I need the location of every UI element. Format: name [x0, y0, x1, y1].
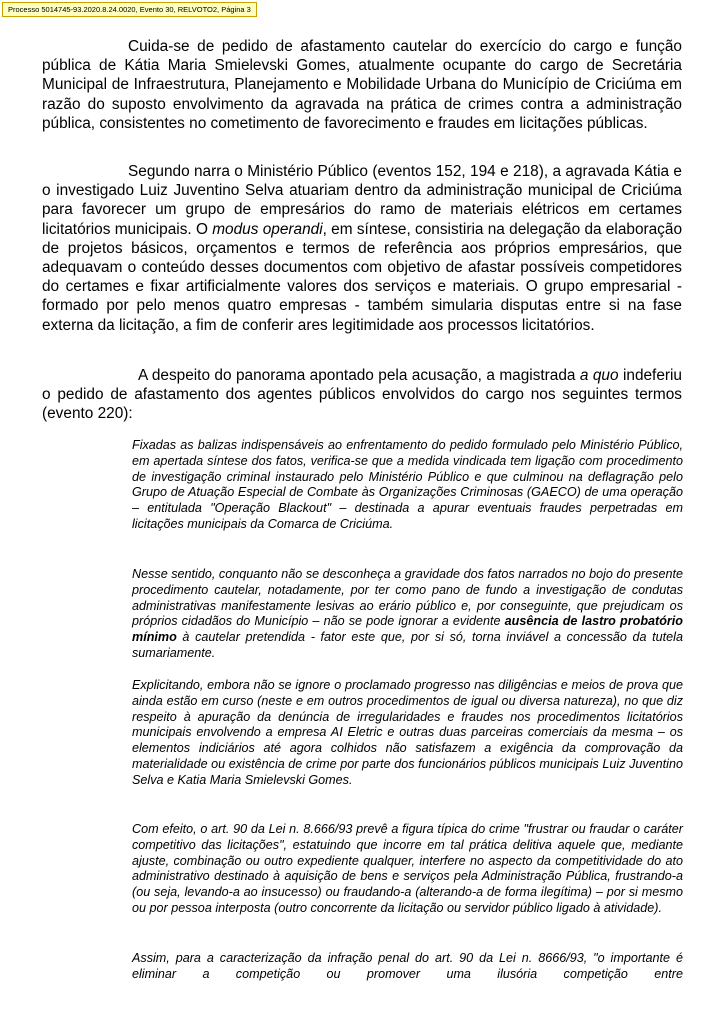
paragraph-3-italic: a quo [579, 367, 619, 384]
quote-paragraph-2-text-a: Nesse sentido, conquanto não se desconheça a gravidade dos fatos narrados no bojo do presente procedimento cautelar, notadamente, por ter como pano de fundo a investigação de condutas administrativas manifestamente lesivas ao erário público e, por conseguinte, que prejudicam os próprios cidadãos do Município – não se pode ignorar a evidente [132, 567, 683, 629]
paragraph-3-text-b: indeferiu o pedido de afastamento dos agentes públicos envolvidos do cargo nos seguintes termos (evento 220): [42, 367, 682, 423]
paragraph-3 [42, 366, 682, 424]
paragraph-1-text: Cuida-se de pedido de afastamento cautelar do exercício do cargo e função pública de Kátia Maria Smielevski Gomes, atualmente ocupante do cargo de Secretária Municipal de Infraestrutura, Planejamento e Mobilidade Urbana do Município de Criciúma em razão do suposto envolvimento da agravada na prática de crimes contra a administração pública, consistentes no cometimento de favorecimento e fraudes em licitações públicas. [42, 38, 682, 132]
paragraph-3-text-a: A despeito do panorama apontado pela acusação, a magistrada [138, 367, 580, 384]
process-stamp: Processo 5014745-93.2020.8.24.0020, Evento 30, RELVOTO2, Página 3 [2, 2, 257, 17]
paragraph-1 [42, 37, 682, 133]
quote-paragraph-2-bold: ausência de lastro probatório mínimo [132, 614, 683, 645]
paragraph-2-text-a: Segundo narra o Ministério Público (eventos 152, 194 e 218), a agravada Kátia e o investigado Luiz Juventino Selva atuariam dentro da administração municipal de Criciúma para favorecer um grupo de empresários do ramo de materiais elétricos em certames licitatórios municipais. O [42, 163, 682, 238]
quote-paragraph-2-text-b: à cautelar pretendida - fator este que, por si só, torna inviável a concessão da tutela sumariamente. [132, 630, 683, 660]
paragraph-2 [42, 162, 682, 335]
quote-paragraph-5 [132, 951, 683, 983]
quote-paragraph-2 [132, 567, 683, 662]
quote-paragraph-3-text: Explicitando, embora não se ignore o proclamado progresso nas diligências e meios de prova que ainda estão em curso (neste e em outros procedimentos de igual ou diversa natureza), no que diz respeito à apuração da denúncia de irregularidades e fraudes nos procedimentos licitatórios municipais envolvendo a empresa AI Eletric e outras duas parceiras comerciais da mesma – os elementos indiciários até agora colhidos não satisfazem a exigência da comprovação da materialidade ou existência de crime por parte dos funcionários públicos municipais Luiz Juventino Selva e Katia Maria Smielevski Gomes. [132, 678, 683, 787]
quote-paragraph-1 [132, 438, 683, 533]
quote-paragraph-1-text: Fixadas as balizas indispensáveis ao enfrentamento do pedido formulado pelo Ministério Público, em apertada síntese dos fatos, verifica-se que a medida vindicada tem ligação com procedimento de investigação criminal instaurado pelo Ministério Público e que culminou na deflagração pelo Grupo de Atuação Especial de Combate às Organizações Criminosas (GAECO) de uma operação – entitulada "Operação Blackout" – destinada a apurar eventuais fraudes perpetradas em licitações municipais da Comarca de Criciúma. [132, 438, 683, 531]
quote-paragraph-4-text: Com efeito, o art. 90 da Lei n. 8.666/93 prevê a figura típica do crime "frustrar ou fraudar o caráter competitivo das licitações", estatuindo que incorre em tal prática delitiva aquele que, mediante ajuste, combinação ou outro expediente qualquer, interfere no aspecto da competitividade do ato administrativo destinado à aquisição de bens e serviços pela Administração Pública, frustrando-a (ou seja, levando-a ao insucesso) ou fraudando-a (alterando-a de forma ilegítima) – por si mesmo ou por pessoa interposta (outro concorrente da licitação ou servidor público ligado à atividade). [132, 822, 683, 915]
paragraph-2-italic: modus operandi [212, 220, 323, 238]
quote-paragraph-5-text: Assim, para a caracterização da infração penal do art. 90 da Lei n. 8666/93, "o importante é eliminar a competição ou promover uma ilusória competição entre [132, 951, 683, 981]
quote-paragraph-3 [132, 678, 683, 789]
quote-paragraph-4 [132, 822, 683, 917]
paragraph-2-text-b: , em síntese, consistiria na delegação da elaboração de projetos básicos, orçamentos e termos de referência aos próprios empresários, que adequavam o conteúdo desses documentos com objetivo de afastar possíveis competidores do certames e fixar artificialmente valores dos serviços e materiais. O grupo empresarial - formado por pelo menos quatro empresas - também simularia disputas entre si na fase externa da licitação, a fim de conferir ares legitimidade aos processos licitatórios. [42, 220, 683, 334]
